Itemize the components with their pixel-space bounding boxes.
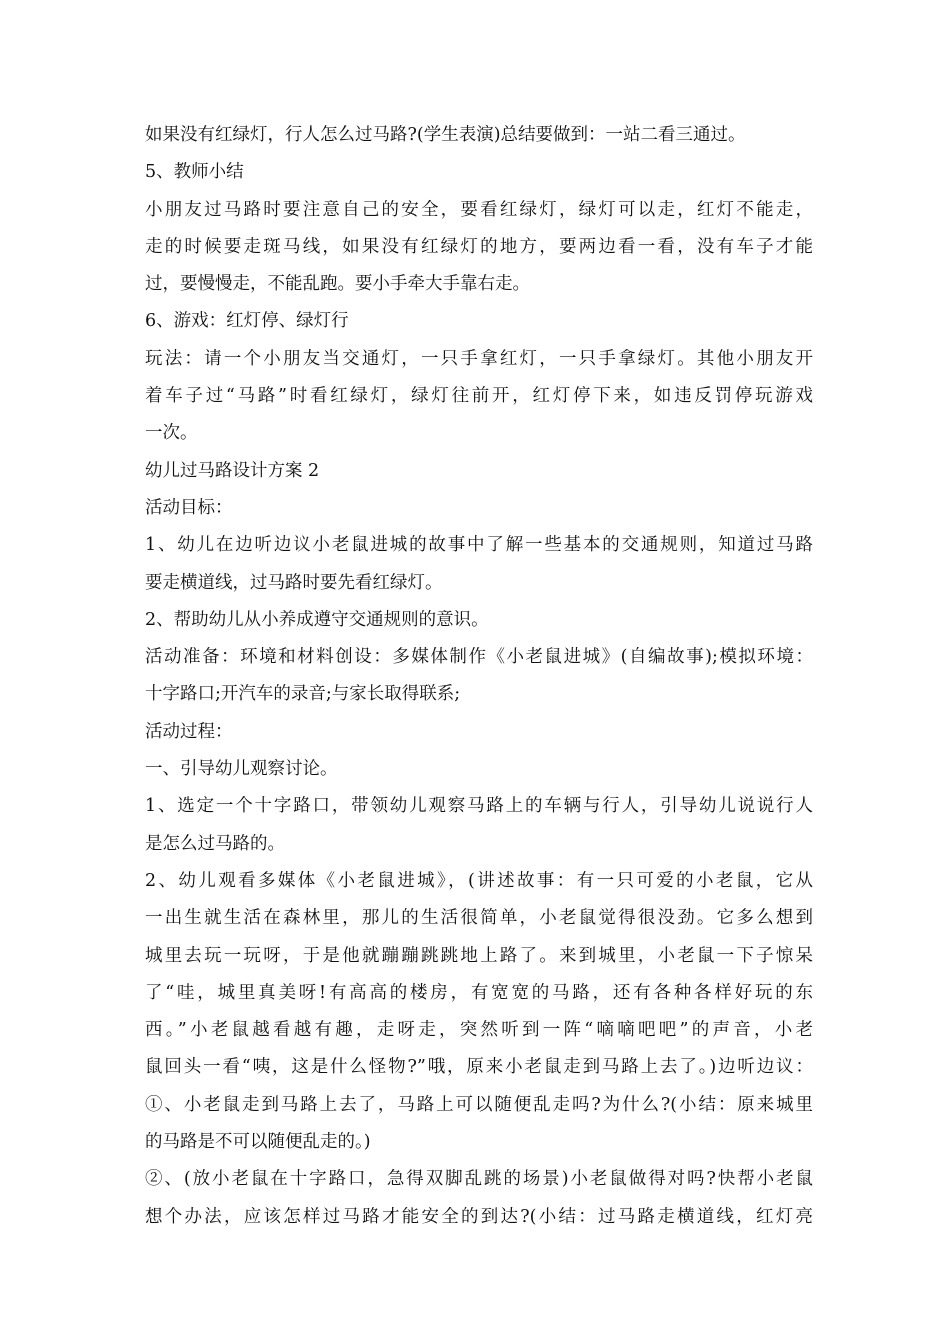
text-line: 如果没有红绿灯，行人怎么过马路?(学生表演)总结要做到：一站二看三通过。 bbox=[145, 125, 746, 145]
text-line: 着车子过“马路”时看红绿灯，绿灯往前开，红灯停下来，如违反罚停玩游戏 bbox=[145, 386, 813, 407]
text-line: 一出生就生活在森林里，那儿的生活很简单，小老鼠觉得很没劲。它多么想到 bbox=[145, 908, 813, 929]
section-heading: 5、教师小结 bbox=[145, 162, 244, 183]
text-line: 是怎么过马路的。 bbox=[145, 833, 285, 854]
text-line: 走的时候要走斑马线，如果没有红绿灯的地方，要两边看一看，没有车子才能 bbox=[145, 236, 813, 257]
text-line: 一次。 bbox=[145, 423, 198, 444]
text-line: 1、幼儿在边听边议小老鼠进城的故事中了解一些基本的交通规则，知道过马路 bbox=[145, 535, 813, 556]
section-heading: 活动目标： bbox=[145, 497, 233, 518]
document-body bbox=[145, 117, 813, 1236]
text-line: 小朋友过马路时要注意自己的安全，要看红绿灯，绿灯可以走，红灯不能走， bbox=[145, 199, 813, 220]
text-line: 城里去玩一玩呀，于是他就蹦蹦跳跳地上路了。来到城里，小老鼠一下子惊呆 bbox=[145, 945, 813, 966]
text-line: ①、小老鼠走到马路上去了，马路上可以随便乱走吗?为什么?(小结：原来城里 bbox=[145, 1094, 813, 1115]
text-line: 2、幼儿观看多媒体《小老鼠进城》，(讲述故事：有一只可爱的小老鼠，它从 bbox=[145, 870, 813, 891]
text-line: 的马路是不可以随便乱走的。) bbox=[145, 1132, 371, 1153]
text-line: 玩法：请一个小朋友当交通灯，一只手拿红灯，一只手拿绿灯。其他小朋友开 bbox=[145, 348, 813, 369]
document-title: 幼儿过马路设计方案 2 bbox=[145, 460, 320, 481]
text-line: 活动准备：环境和材料创设：多媒体制作《小老鼠进城》(自编故事);模拟环境： bbox=[145, 647, 813, 668]
section-heading: 6、游戏：红灯停、绿灯行 bbox=[145, 311, 349, 332]
text-line: 十字路口;开汽车的录音;与家长取得联系; bbox=[145, 684, 461, 705]
text-line: 想个办法，应该怎样过马路才能安全的到达?(小结：过马路走横道线，红灯亮 bbox=[145, 1206, 813, 1227]
text-line: 鼠回头一看“咦，这是什么怪物?”哦，原来小老鼠走到马路上去了。)边听边议： bbox=[145, 1057, 813, 1078]
section-heading: 活动过程： bbox=[145, 721, 233, 742]
text-line: 2、帮助幼儿从小养成遵守交通规则的意识。 bbox=[145, 609, 489, 630]
text-line: 过，要慢慢走，不能乱跑。要小手牵大手靠右走。 bbox=[145, 274, 530, 295]
text-line: 西。”小老鼠越看越有趣，走呀走，突然听到一阵“嘀嘀吧吧”的声音，小老 bbox=[145, 1020, 813, 1041]
section-heading: 一、引导幼儿观察讨论。 bbox=[145, 759, 338, 780]
text-line: ②、(放小老鼠在十字路口，急得双脚乱跳的场景)小老鼠做得对吗?快帮小老鼠 bbox=[145, 1169, 813, 1190]
text-line: 1、选定一个十字路口，带领幼儿观察马路上的车辆与行人，引导幼儿说说行人 bbox=[145, 796, 813, 817]
text-line: 了“哇，城里真美呀!有高高的楼房，有宽宽的马路，还有各种各样好玩的东 bbox=[145, 982, 813, 1003]
text-line: 要走横道线，过马路时要先看红绿灯。 bbox=[145, 572, 443, 593]
